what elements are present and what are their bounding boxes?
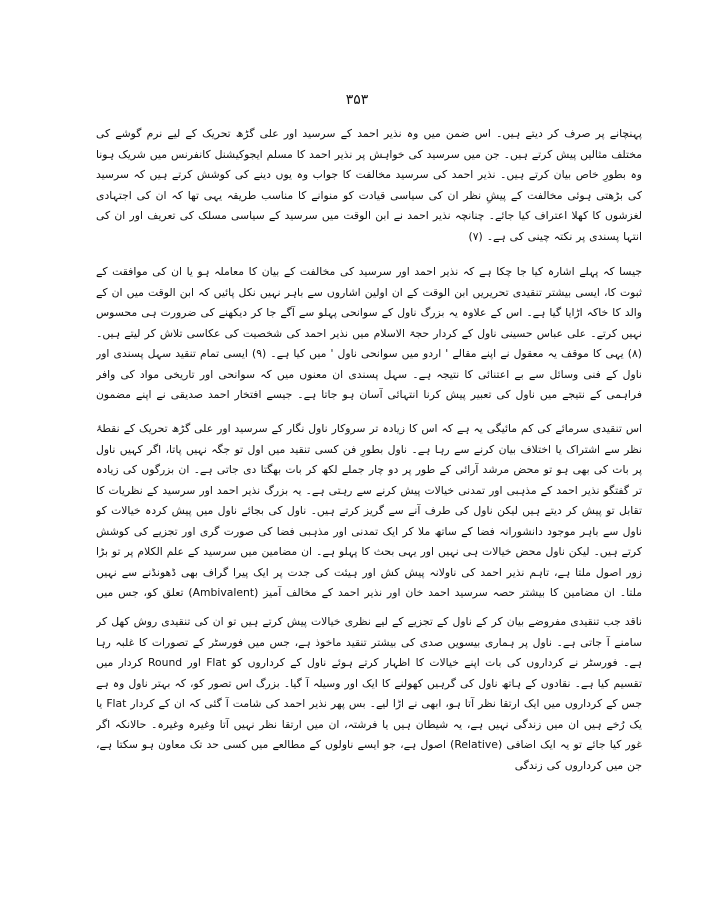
paragraph-3: اس تنقیدی سرمائے کی کم مائیگی یہ ہے کہ اس کا زیادہ تر سروکار ناول نگار کے سرسید اور علی گڑھ تحریک کے نقطۂ نظر سے اشتراک یا اختلاف بیان کرنے سے رہا ہے۔ ناول بطورِ فن کسی تنقید میں اول تو جگہ نہیں پاتا، اگر کہیں ناول پر بات کی بھی ہو تو محض مرشد آرائی کے طور پر دو چار جملے لکھ کر بات بھگتا دی جاتی ہے۔ ان بزرگوں کی زیادہ تر گفتگو نذیر احمد کے مذہبی اور تمدنی خیالات پیش کرنے سے رہتی ہے۔ یہ بزرگ نذیر احمد اور سرسید کے نظریات کا تقابل تو پیش کر دیتے ہیں لیکن ناول کی طرف آنے سے گریز کرتے ہیں۔ ناول کی بجائے ناول میں پیش کردہ خیالات کو ناول سے باہر موجود دانشورانہ فضا کے ساتھ ملا کر ایک تمدنی اور مذہبی فضا کی صورت گری اور تجزیے کی کوشش کرتے ہیں۔ لیکن ناول محض خیالات ہی نہیں اور یہی بحث کا پہلو ہے۔ ان مضامین میں سرسید کے علم الکلام پر تو بڑا زور اصول ملتا ہے، تاہم نذیر احمد کی ناولانہ پیش کش اور ہیئت کی جدت پر ایک پیرا گراف بھی ڈھونڈنے سے نہیں ملتا۔ ان مضامین کا بیشتر حصہ سرسید احمد خان اور نذیر احمد کے مخالف آمیز (Ambivalent) تعلق کو، جس میں [96,422,642,599]
paragraph-1: پہنچانے پر صرف کر دیتے ہیں۔ اس ضمن میں وہ نذیر احمد کے سرسید اور علی گڑھ تحریک کے لیے نرم گوشے کی مختلف مثالیں پیش کرتے ہیں۔ جن میں سرسید کی خواہش پر نذیر احمد کا مسلم ایجوکیشنل کانفرنس میں شریک ہونا وہ بطورِ خاص بیان کرتے ہیں۔ نذیر احمد کی سرسید مخالفت کا جواب وہ یوں دینے کی کوشش کرتے ہیں کہ سرسید کی بڑھتی ہوئی مخالفت کے پیشِ نظر ان کی سیاسی قیادت کو منوانے کا مناسب طریقہ یہی تھا کہ ان کی اجتہادی لغزشوں کا کھلا اعتراف کیا جائے۔ چنانچہ نذیر احمد نے ابن الوقت میں سرسید کے سیاسی مسلک کی تعریف اور ان کی انتہا پسندی پر نکتہ چینی کی ہے۔ (۷) [96,127,642,243]
paragraph-2: جیسا کہ پہلے اشارہ کیا جا چکا ہے کہ نذیر احمد اور سرسید کی مخالفت کے بیان کا معاملہ ہو یا ان کی موافقت کے ثبوت کا، ایسی بیشتر تنقیدی تحریریں ابن الوقت کے ان اولین اشاروں سے باہر نہیں نکل پائیں کہ ابن الوقت میں ان کے والد کا خاکہ اڑایا گیا ہے۔ اس کے علاوہ یہ بزرگ ناول کے سوانحی پہلو سے آگے جا کر دیکھنے کی ضرورت ہی محسوس نہیں کرتے۔ علی عباس حسینی ناول کے کردار حجۃ الاسلام میں نذیر احمد کی شخصیت کی عکاسی تلاش کر لیتے ہیں۔ (۸) یہی کا موقف یہ معقول نے اپنے مقالے ' اردو میں سوانحی ناول ' میں کیا ہے۔ (۹) ایسی تمام تنقید سہل پسندی اور ناول کے فنی وسائل سے بے اعتنائی کا نتیجہ ہے۔ سہل پسندی ان معنوں میں کہ سوانحی اور تاریخی مواد کی وافر فراہمی کے نتیجے میں ناول کی تعبیر پیش کرنا انتہائی آسان ہو جاتا ہے۔ جیسے افتخار احمد صدیقی نے اپنے مضمون [96,265,642,401]
paragraph-4: ناقد جب تنقیدی مفروضے بیان کر کے ناول کے تجزیے کے لیے نظری خیالات پیش کرتے ہیں تو ان کی تنقیدی روش کھل کر سامنے آ جاتی ہے۔ ناول پر ہماری بیسویں صدی کی بیشتر تنقید ماخوذ ہے، جس میں فورسٹر کے تصورات کا غلبہ رہا ہے۔ فورسٹر نے کرداروں کی بات اپنے خیالات کا اظہار کرتے ہوئے ناول کے کرداروں کو Flat اور Round کردار میں تقسیم کیا ہے۔ نقادوں کے ہاتھ ناول کی گرہیں کھولنے کا ایک اور وسیلہ آ گیا۔ بزرگ اس تصور کو، کہ بہتر ناول وہ ہے جس کے کرداروں میں ایک ارتقا نظر آتا ہو، ابھی نے اڑا لیے۔ بس پھر نذیر احمد کی شامت آ گئی کہ ان کے کردار Flat یا یک رُخے ہیں ان میں زندگی نہیں ہے، یہ شیطان ہیں یا فرشتہ، ان میں ارتقا نظر نہیں آتا وغیرہ وغیرہ۔ حالانکہ اگر غور کیا جائے تو یہ ایک اضافی (Relative) اصول ہے، جو ایسے ناولوں کے مطالعے میں کسی حد تک معاون ہو سکتا ہے، جن میں کرداروں کی زندگی [96,615,642,772]
page-number: ۳۵۳ [345,92,369,108]
